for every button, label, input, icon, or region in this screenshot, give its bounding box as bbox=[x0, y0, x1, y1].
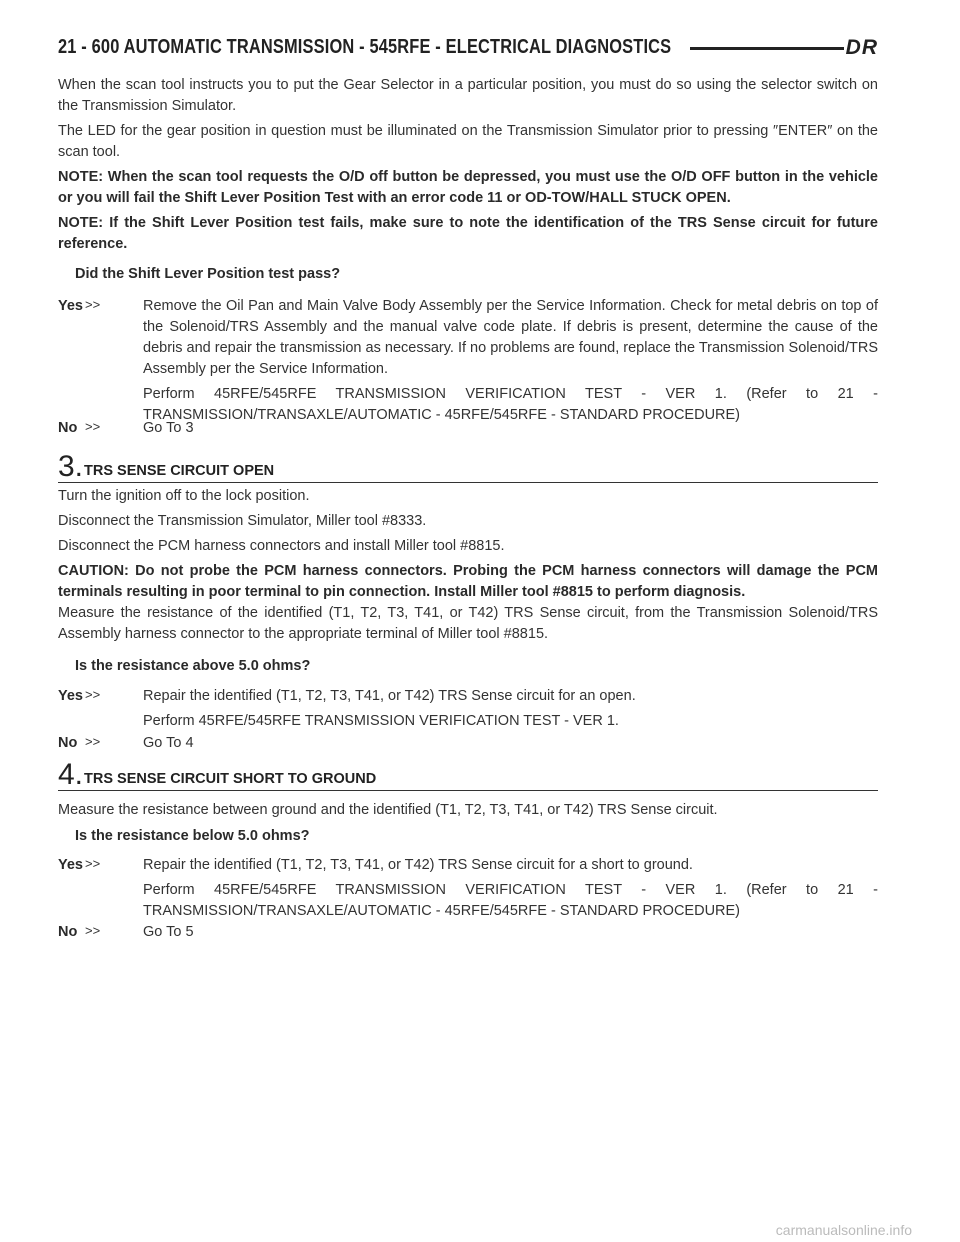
note-shift-lever: NOTE: If the Shift Lever Position test fails, make sure to note the identification of the TRS Sense circuit for future reference. bbox=[58, 215, 878, 252]
answer-arrow: >> bbox=[85, 734, 101, 749]
answer-yes-paragraph-2: Perform 45RFE/545RFE TRANSMISSION VERIFICATION TEST - VER 1. bbox=[143, 713, 619, 729]
answer-no-text: Go To 4 bbox=[143, 735, 194, 751]
page-header bbox=[58, 36, 878, 62]
step-number: 3. bbox=[58, 450, 84, 483]
answer-no-label: No bbox=[58, 735, 78, 751]
intro-paragraph-2: The LED for the gear position in question must be illuminated on the Transmission Simulator prior to pressing ″ENTER″ on the scan tool. bbox=[58, 123, 878, 160]
intro-paragraph-1: When the scan tool instructs you to put the Gear Selector in a particular position, you must do so using the selector switch on the Transmission Simulator. bbox=[58, 77, 878, 114]
header-title: 21 - 600 AUTOMATIC TRANSMISSION - 545RFE - ELECTRICAL DIAGNOSTICS bbox=[58, 36, 672, 58]
answer-yes-paragraph-2: Perform 45RFE/545RFE TRANSMISSION VERIFICATION TEST - VER 1. (Refer to 21 - TRANSMISSION/TRANSAXLE/AUTOMATIC - 45RFE/545RFE - STANDARD PROCEDURE) bbox=[143, 882, 878, 919]
step-4-heading bbox=[58, 756, 878, 791]
answer-arrow: >> bbox=[85, 419, 101, 434]
answer-arrow: >> bbox=[85, 297, 101, 312]
header-rule bbox=[690, 47, 844, 50]
question-resistance-below: Is the resistance below 5.0 ohms? bbox=[75, 828, 310, 844]
answer-no-text: Go To 3 bbox=[143, 420, 194, 436]
answer-yes-label: Yes bbox=[58, 688, 83, 704]
step-title: TRS SENSE CIRCUIT OPEN bbox=[84, 463, 275, 479]
step-3-paragraph-4: Measure the resistance of the identified (T1, T2, T3, T41, or T42) TRS Sense circuit, from the Transmission Solenoid/TRS Assembly harness connector to the appropriate terminal of Miller tool #8815. bbox=[58, 605, 878, 642]
answer-yes-paragraph-1: Repair the identified (T1, T2, T3, T41, or T42) TRS Sense circuit for a short to ground. bbox=[143, 857, 693, 873]
answer-yes-text bbox=[143, 686, 878, 736]
answer-arrow: >> bbox=[85, 923, 101, 938]
answer-arrow: >> bbox=[85, 856, 101, 871]
step-3-paragraph-1: Turn the ignition off to the lock position. bbox=[58, 488, 310, 504]
answer-yes-paragraph-2: Perform 45RFE/545RFE TRANSMISSION VERIFICATION TEST - VER 1. (Refer to 21 - TRANSMISSION/TRANSAXLE/AUTOMATIC - 45RFE/545RFE - STANDARD PROCEDURE) bbox=[143, 386, 878, 423]
answer-yes-text bbox=[143, 296, 878, 430]
question-resistance-above: Is the resistance above 5.0 ohms? bbox=[75, 658, 311, 674]
answer-yes-label: Yes bbox=[58, 298, 83, 314]
answer-yes-label: Yes bbox=[58, 857, 83, 873]
step-3-paragraph-3: Disconnect the PCM harness connectors and install Miller tool #8815. bbox=[58, 538, 505, 554]
caution-probe: CAUTION: Do not probe the PCM harness connectors. Probing the PCM harness connectors will damage the PCM terminals resulting in poor terminal to pin connection. Install Miller tool #8815 to perform diagnosis. bbox=[58, 563, 878, 600]
step-3-heading bbox=[58, 448, 878, 483]
header-code: DR bbox=[845, 36, 878, 59]
intro-section bbox=[58, 75, 878, 255]
step-4-body bbox=[58, 800, 878, 821]
answer-yes-paragraph-1: Repair the identified (T1, T2, T3, T41, or T42) TRS Sense circuit for an open. bbox=[143, 688, 636, 704]
answer-no-label: No bbox=[58, 924, 78, 940]
step-number: 4. bbox=[58, 758, 84, 791]
note-od-off: NOTE: When the scan tool requests the O/D off button be depressed, you must use the O/D OFF button in the vehicle or you will fail the Shift Lever Position Test with an error code 11 or OD-TOW/HALL STUCK OPEN. bbox=[58, 169, 878, 206]
answer-no-label: No bbox=[58, 420, 78, 436]
step-4-paragraph-1: Measure the resistance between ground and the identified (T1, T2, T3, T41, or T42) TRS Sense circuit. bbox=[58, 802, 718, 818]
step-3-body bbox=[58, 486, 878, 645]
watermark: carmanualsonline.info bbox=[775, 1222, 912, 1238]
answer-arrow: >> bbox=[85, 687, 101, 702]
question-shift-lever: Did the Shift Lever Position test pass? bbox=[75, 266, 341, 282]
answer-no-text: Go To 5 bbox=[143, 924, 194, 940]
step-3-paragraph-2: Disconnect the Transmission Simulator, Miller tool #8333. bbox=[58, 513, 427, 529]
step-title: TRS SENSE CIRCUIT SHORT TO GROUND bbox=[84, 771, 377, 787]
answer-yes-paragraph-1: Remove the Oil Pan and Main Valve Body Assembly per the Service Information. Check for metal debris on top of the Solenoid/TRS Assembly and the manual valve code plate. If debris is present, determine the cause of the debris and repair the transmission as necessary. If no problems are found, replace the Transmission Solenoid/TRS Assembly per the Service Information. bbox=[143, 298, 878, 377]
answer-yes-text bbox=[143, 855, 878, 926]
